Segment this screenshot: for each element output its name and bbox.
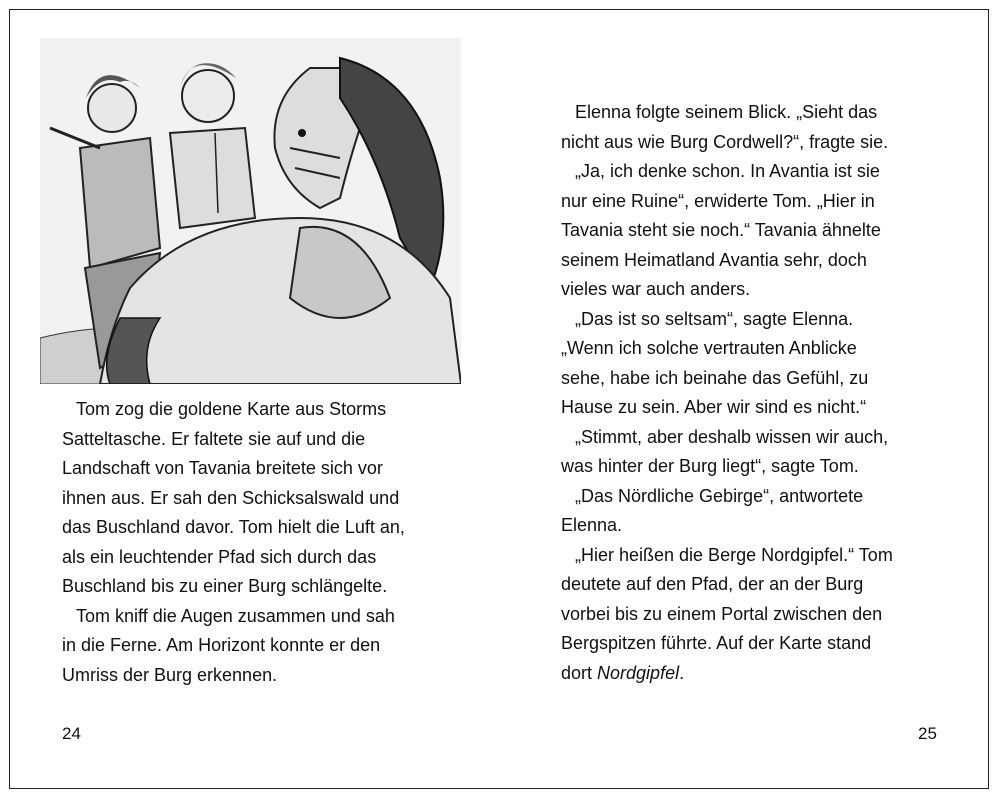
text-line: Bergspitzen führte. Auf der Karte stand bbox=[561, 633, 872, 653]
text-line: Elenna. bbox=[561, 515, 623, 535]
text-line: „Ja, ich denke schon. In Avantia ist sie bbox=[575, 161, 880, 181]
text-line: vieles war auch anders. bbox=[561, 279, 751, 299]
text-line: Umriss der Burg erkennen. bbox=[62, 664, 278, 685]
text-line: „Wenn ich solche vertrauten Anblicke bbox=[561, 338, 857, 358]
text-line: Satteltasche. Er faltete sie auf und die bbox=[62, 428, 366, 449]
text-line: „Das Nördliche Gebirge“, antwortete bbox=[575, 485, 864, 506]
paragraph bbox=[561, 305, 936, 423]
paragraph bbox=[561, 482, 936, 541]
text-line: Tom zog die goldene Karte aus Storms bbox=[76, 399, 387, 419]
text-line: Tavania steht sie noch.“ Tavania ähnelte bbox=[561, 220, 881, 240]
text-line: das Buschland davor. Tom hielt die Luft an, bbox=[62, 517, 405, 537]
paragraph bbox=[62, 602, 452, 691]
paragraph bbox=[561, 98, 936, 157]
text-line: Hause zu sein. Aber wir sind es nicht.“ bbox=[561, 397, 867, 417]
paragraph bbox=[561, 157, 936, 305]
page-number-left: 24 bbox=[62, 724, 81, 743]
text-line: als ein leuchtender Pfad sich durch das bbox=[62, 546, 377, 567]
text-line: „Stimmt, aber deshalb wissen wir auch, bbox=[575, 426, 889, 447]
text-line: „Das ist so seltsam“, sagte Elenna. bbox=[575, 308, 854, 329]
paragraph bbox=[62, 395, 452, 602]
text-line: nur eine Ruine“, erwiderte Tom. „Hier in bbox=[561, 190, 875, 211]
text-line bbox=[561, 663, 684, 683]
text-line: Landschaft von Tavania breitete sich vor bbox=[62, 458, 383, 478]
italic-place-name: Nordgipfel bbox=[597, 662, 680, 683]
text-line: was hinter der Burg liegt“, sagte Tom. bbox=[561, 456, 859, 476]
text-fragment: dort bbox=[561, 662, 598, 683]
left-page-text bbox=[62, 395, 452, 690]
text-line: in die Ferne. Am Horizont konnte er den bbox=[62, 635, 381, 655]
page-number-right: 25 bbox=[918, 724, 937, 743]
right-page-text bbox=[561, 98, 936, 688]
text-fragment: . bbox=[679, 662, 685, 683]
text-line: seinem Heimatland Avantia sehr, doch bbox=[561, 249, 867, 270]
text-line: „Hier heißen die Berge Nordgipfel.“ Tom bbox=[575, 544, 893, 565]
paragraph bbox=[561, 423, 936, 482]
text-line: sehe, habe ich beinahe das Gefühl, zu bbox=[561, 367, 869, 388]
text-line: vorbei bis zu einem Portal zwischen den bbox=[561, 603, 883, 624]
text-line: ihnen aus. Er sah den Schicksalswald und bbox=[62, 487, 400, 508]
text-line: Elenna folgte seinem Blick. „Sieht das bbox=[575, 102, 878, 122]
illustration-image bbox=[40, 38, 461, 384]
text-line: Buschland bis zu einer Burg schlängelte. bbox=[62, 576, 388, 596]
text-line: Tom kniff die Augen zusammen und sah bbox=[76, 605, 395, 626]
text-line: deutete auf den Pfad, der an der Burg bbox=[561, 574, 864, 594]
text-line: nicht aus wie Burg Cordwell?“, fragte sie. bbox=[561, 131, 889, 152]
paragraph bbox=[561, 541, 936, 689]
illustration-drawing bbox=[40, 38, 461, 384]
